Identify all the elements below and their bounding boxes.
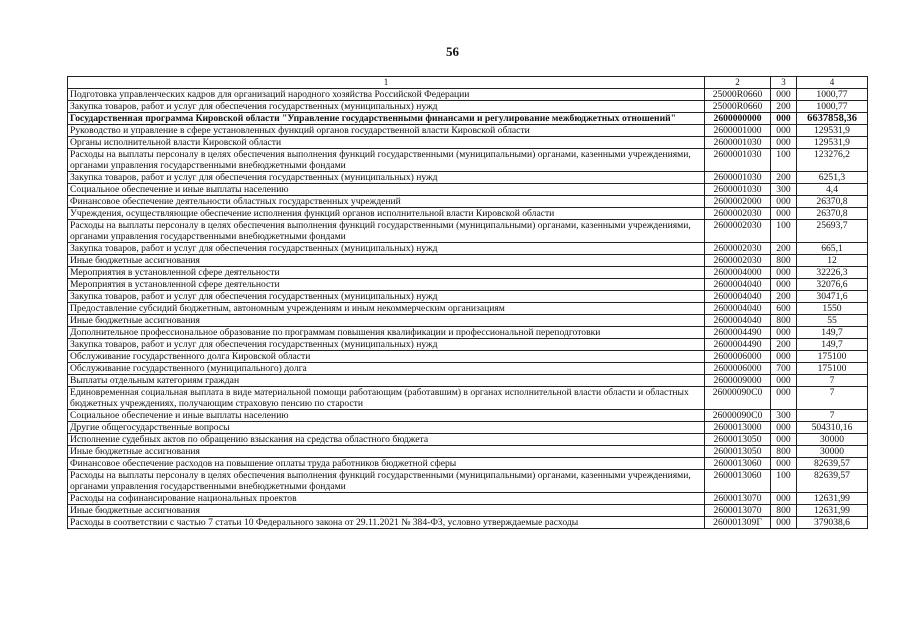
- row-type-cell: 100: [771, 470, 797, 493]
- row-amount-cell: 1000,77: [797, 101, 868, 113]
- row-amount-cell: 4,4: [797, 184, 868, 196]
- row-type-cell: 800: [771, 446, 797, 458]
- row-name-cell: Государственная программа Кировской области "Управление государственными финансами и регулирование межбюджетных отношений": [68, 113, 705, 125]
- row-code-cell: 26000090С0: [705, 387, 771, 410]
- row-amount-cell: 123276,2: [797, 149, 868, 172]
- row-type-cell: 200: [771, 172, 797, 184]
- row-name-cell: Иные бюджетные ассигнования: [68, 315, 705, 327]
- row-amount-cell: 7: [797, 387, 868, 410]
- row-name-cell: Обслуживание государственного долга Кировской области: [68, 351, 705, 363]
- row-code-cell: 2600002030: [705, 255, 771, 267]
- row-name-cell: Дополнительное профессиональное образование по программам повышения квалификации и профессиональной переподготовки: [68, 327, 705, 339]
- table-row: [68, 315, 868, 327]
- row-amount-cell: 175100: [797, 363, 868, 375]
- row-type-cell: 300: [771, 410, 797, 422]
- table-row: [68, 493, 868, 505]
- row-name-cell: Руководство и управление в сфере установленных функций органов государственной власти Кировской области: [68, 125, 705, 137]
- row-amount-cell: 55: [797, 315, 868, 327]
- row-amount-cell: 6251,3: [797, 172, 868, 184]
- row-code-cell: 25000R0660: [705, 101, 771, 113]
- row-type-cell: 000: [771, 351, 797, 363]
- row-name-cell: Мероприятия в установленной сфере деятельности: [68, 279, 705, 291]
- row-name-cell: Выплаты отдельным категориям граждан: [68, 375, 705, 387]
- header-col-1: 1: [68, 77, 705, 89]
- row-type-cell: 200: [771, 243, 797, 255]
- row-type-cell: 000: [771, 279, 797, 291]
- row-name-cell: Закупка товаров, работ и услуг для обеспечения государственных (муниципальных) нужд: [68, 291, 705, 303]
- row-type-cell: 000: [771, 517, 797, 529]
- row-code-cell: 2600013000: [705, 422, 771, 434]
- row-name-cell: Мероприятия в установленной сфере деятельности: [68, 267, 705, 279]
- row-name-cell: Органы исполнительной власти Кировской области: [68, 137, 705, 149]
- row-amount-cell: 149,7: [797, 327, 868, 339]
- row-code-cell: 2600002000: [705, 196, 771, 208]
- header-col-2: 2: [705, 77, 771, 89]
- row-type-cell: 000: [771, 434, 797, 446]
- row-code-cell: 2600002030: [705, 243, 771, 255]
- row-name-cell: Иные бюджетные ассигнования: [68, 446, 705, 458]
- table-row: [68, 410, 868, 422]
- row-code-cell: 2600006000: [705, 363, 771, 375]
- table-row: [68, 279, 868, 291]
- row-type-cell: 200: [771, 291, 797, 303]
- row-amount-cell: 129531,9: [797, 125, 868, 137]
- row-code-cell: 2600013050: [705, 434, 771, 446]
- row-amount-cell: 379038,6: [797, 517, 868, 529]
- row-type-cell: 300: [771, 184, 797, 196]
- table-row: [68, 101, 868, 113]
- row-amount-cell: 26370,8: [797, 196, 868, 208]
- table-row: [68, 303, 868, 315]
- row-amount-cell: 25693,7: [797, 220, 868, 243]
- table-row: [68, 243, 868, 255]
- table-row: [68, 113, 868, 125]
- row-code-cell: 2600004000: [705, 267, 771, 279]
- table-row: [68, 125, 868, 137]
- table-row: [68, 196, 868, 208]
- row-name-cell: Закупка товаров, работ и услуг для обеспечения государственных (муниципальных) нужд: [68, 172, 705, 184]
- row-type-cell: 000: [771, 458, 797, 470]
- row-name-cell: Финансовое обеспечение расходов на повышение оплаты труда работников бюджетной сферы: [68, 458, 705, 470]
- row-type-cell: 700: [771, 363, 797, 375]
- row-type-cell: 800: [771, 315, 797, 327]
- row-name-cell: Закупка товаров, работ и услуг для обеспечения государственных (муниципальных) нужд: [68, 339, 705, 351]
- row-code-cell: 2600004490: [705, 327, 771, 339]
- row-type-cell: 200: [771, 339, 797, 351]
- table-row: [68, 458, 868, 470]
- row-code-cell: 2600001030: [705, 172, 771, 184]
- row-amount-cell: 665,1: [797, 243, 868, 255]
- budget-table: [67, 76, 868, 529]
- row-amount-cell: 1550: [797, 303, 868, 315]
- row-type-cell: 000: [771, 125, 797, 137]
- row-name-cell: Закупка товаров, работ и услуг для обеспечения государственных (муниципальных) нужд: [68, 101, 705, 113]
- table-row: [68, 255, 868, 267]
- row-name-cell: Иные бюджетные ассигнования: [68, 255, 705, 267]
- row-name-cell: Другие общегосударственные вопросы: [68, 422, 705, 434]
- row-name-cell: Исполнение судебных актов по обращению взыскания на средства областного бюджета: [68, 434, 705, 446]
- row-amount-cell: 1000,77: [797, 89, 868, 101]
- budget-table-body: [68, 77, 868, 529]
- row-type-cell: 000: [771, 375, 797, 387]
- row-name-cell: Финансовое обеспечение деятельности областных государственных учреждений: [68, 196, 705, 208]
- row-type-cell: 200: [771, 101, 797, 113]
- row-amount-cell: 26370,8: [797, 208, 868, 220]
- row-name-cell: Учреждения, осуществляющие обеспечение исполнения функций органов исполнительной власти Кировской области: [68, 208, 705, 220]
- header-col-3: 3: [771, 77, 797, 89]
- row-amount-cell: 82639,57: [797, 470, 868, 493]
- row-type-cell: 000: [771, 208, 797, 220]
- row-code-cell: 2600004040: [705, 303, 771, 315]
- row-amount-cell: 30471,6: [797, 291, 868, 303]
- row-code-cell: 2600004490: [705, 339, 771, 351]
- row-amount-cell: 175100: [797, 351, 868, 363]
- row-name-cell: Расходы на выплаты персоналу в целях обеспечения выполнения функций государственными (муниципальными) органами, казенными учреждениями, органами управления государственными внебюджетными фондами: [68, 220, 705, 243]
- row-amount-cell: 7: [797, 375, 868, 387]
- row-name-cell: Социальное обеспечение и иные выплаты населению: [68, 184, 705, 196]
- row-amount-cell: 30000: [797, 434, 868, 446]
- row-amount-cell: 504310,16: [797, 422, 868, 434]
- row-name-cell: Расходы на софинансирование национальных проектов: [68, 493, 705, 505]
- row-code-cell: 2600013060: [705, 458, 771, 470]
- row-amount-cell: 129531,9: [797, 137, 868, 149]
- row-type-cell: 000: [771, 113, 797, 125]
- row-name-cell: Единовременная социальная выплата в виде материальной помощи работающим (работавшим) в органах исполнительной власти области и областных бюджетных учреждениях, получающим страховую пенсию по старости: [68, 387, 705, 410]
- row-name-cell: Предоставление субсидий бюджетным, автономным учреждениям и иным некоммерческим организациям: [68, 303, 705, 315]
- row-type-cell: 000: [771, 422, 797, 434]
- table-row: [68, 137, 868, 149]
- table-row: [68, 327, 868, 339]
- row-name-cell: Расходы на выплаты персоналу в целях обеспечения выполнения функций государственными (муниципальными) органами, казенными учреждениями, органами управления государственными внебюджетными фондами: [68, 470, 705, 493]
- row-amount-cell: 32076,6: [797, 279, 868, 291]
- row-type-cell: 000: [771, 387, 797, 410]
- table-row: [68, 375, 868, 387]
- row-code-cell: 2600004040: [705, 315, 771, 327]
- row-name-cell: Расходы на выплаты персоналу в целях обеспечения выполнения функций государственными (муниципальными) органами, казенными учреждениями, органами управления государственными внебюджетными фондами: [68, 149, 705, 172]
- table-row: [68, 470, 868, 493]
- row-amount-cell: 7: [797, 410, 868, 422]
- table-row: [68, 505, 868, 517]
- table-row: [68, 363, 868, 375]
- row-code-cell: 2600002030: [705, 220, 771, 243]
- row-code-cell: 2600013070: [705, 493, 771, 505]
- row-name-cell: Иные бюджетные ассигнования: [68, 505, 705, 517]
- row-type-cell: 000: [771, 137, 797, 149]
- row-type-cell: 800: [771, 255, 797, 267]
- row-code-cell: 2600006000: [705, 351, 771, 363]
- row-type-cell: 000: [771, 327, 797, 339]
- header-col-4: 4: [797, 77, 868, 89]
- table-row: [68, 291, 868, 303]
- row-amount-cell: 6637858,36: [797, 113, 868, 125]
- table-row: [68, 172, 868, 184]
- row-code-cell: 2600001030: [705, 137, 771, 149]
- row-code-cell: 2600004040: [705, 291, 771, 303]
- row-name-cell: Закупка товаров, работ и услуг для обеспечения государственных (муниципальных) нужд: [68, 243, 705, 255]
- table-row: [68, 149, 868, 172]
- row-type-cell: 100: [771, 220, 797, 243]
- row-name-cell: Подготовка управленческих кадров для организаций народного хозяйства Российской Федерации: [68, 89, 705, 101]
- row-amount-cell: 12: [797, 255, 868, 267]
- row-code-cell: 2600001000: [705, 125, 771, 137]
- row-type-cell: 000: [771, 493, 797, 505]
- table-row: [68, 422, 868, 434]
- table-row: [68, 434, 868, 446]
- row-amount-cell: 12631,99: [797, 505, 868, 517]
- row-amount-cell: 32226,3: [797, 267, 868, 279]
- row-code-cell: 260001309Г: [705, 517, 771, 529]
- row-name-cell: Расходы в соответствии с частью 7 статьи 10 Федерального закона от 29.11.2021 № 384-ФЗ, условно утверждаемые расходы: [68, 517, 705, 529]
- table-row: [68, 208, 868, 220]
- row-type-cell: 000: [771, 267, 797, 279]
- row-code-cell: 2600002030: [705, 208, 771, 220]
- row-code-cell: 2600013050: [705, 446, 771, 458]
- table-row: [68, 184, 868, 196]
- row-type-cell: 000: [771, 196, 797, 208]
- table-row: [68, 351, 868, 363]
- row-type-cell: 600: [771, 303, 797, 315]
- page-number: 56: [446, 44, 459, 59]
- table-row: [68, 89, 868, 101]
- row-type-cell: 100: [771, 149, 797, 172]
- row-code-cell: 2600013060: [705, 470, 771, 493]
- row-type-cell: 800: [771, 505, 797, 517]
- row-code-cell: 2600013070: [705, 505, 771, 517]
- row-code-cell: 2600000000: [705, 113, 771, 125]
- table-row: [68, 387, 868, 410]
- row-name-cell: Обслуживание государственного (муниципального) долга: [68, 363, 705, 375]
- table-header-row: [68, 77, 868, 89]
- table-row: [68, 220, 868, 243]
- table-row: [68, 339, 868, 351]
- table-row: [68, 517, 868, 529]
- row-amount-cell: 149,7: [797, 339, 868, 351]
- row-name-cell: Социальное обеспечение и иные выплаты населению: [68, 410, 705, 422]
- table-row: [68, 267, 868, 279]
- row-code-cell: 2600001030: [705, 184, 771, 196]
- row-amount-cell: 82639,57: [797, 458, 868, 470]
- table-row: [68, 446, 868, 458]
- row-code-cell: 26000090С0: [705, 410, 771, 422]
- row-code-cell: 2600001030: [705, 149, 771, 172]
- row-amount-cell: 30000: [797, 446, 868, 458]
- row-type-cell: 000: [771, 89, 797, 101]
- row-amount-cell: 12631,99: [797, 493, 868, 505]
- row-code-cell: 25000R0660: [705, 89, 771, 101]
- row-code-cell: 2600004040: [705, 279, 771, 291]
- row-code-cell: 2600009000: [705, 375, 771, 387]
